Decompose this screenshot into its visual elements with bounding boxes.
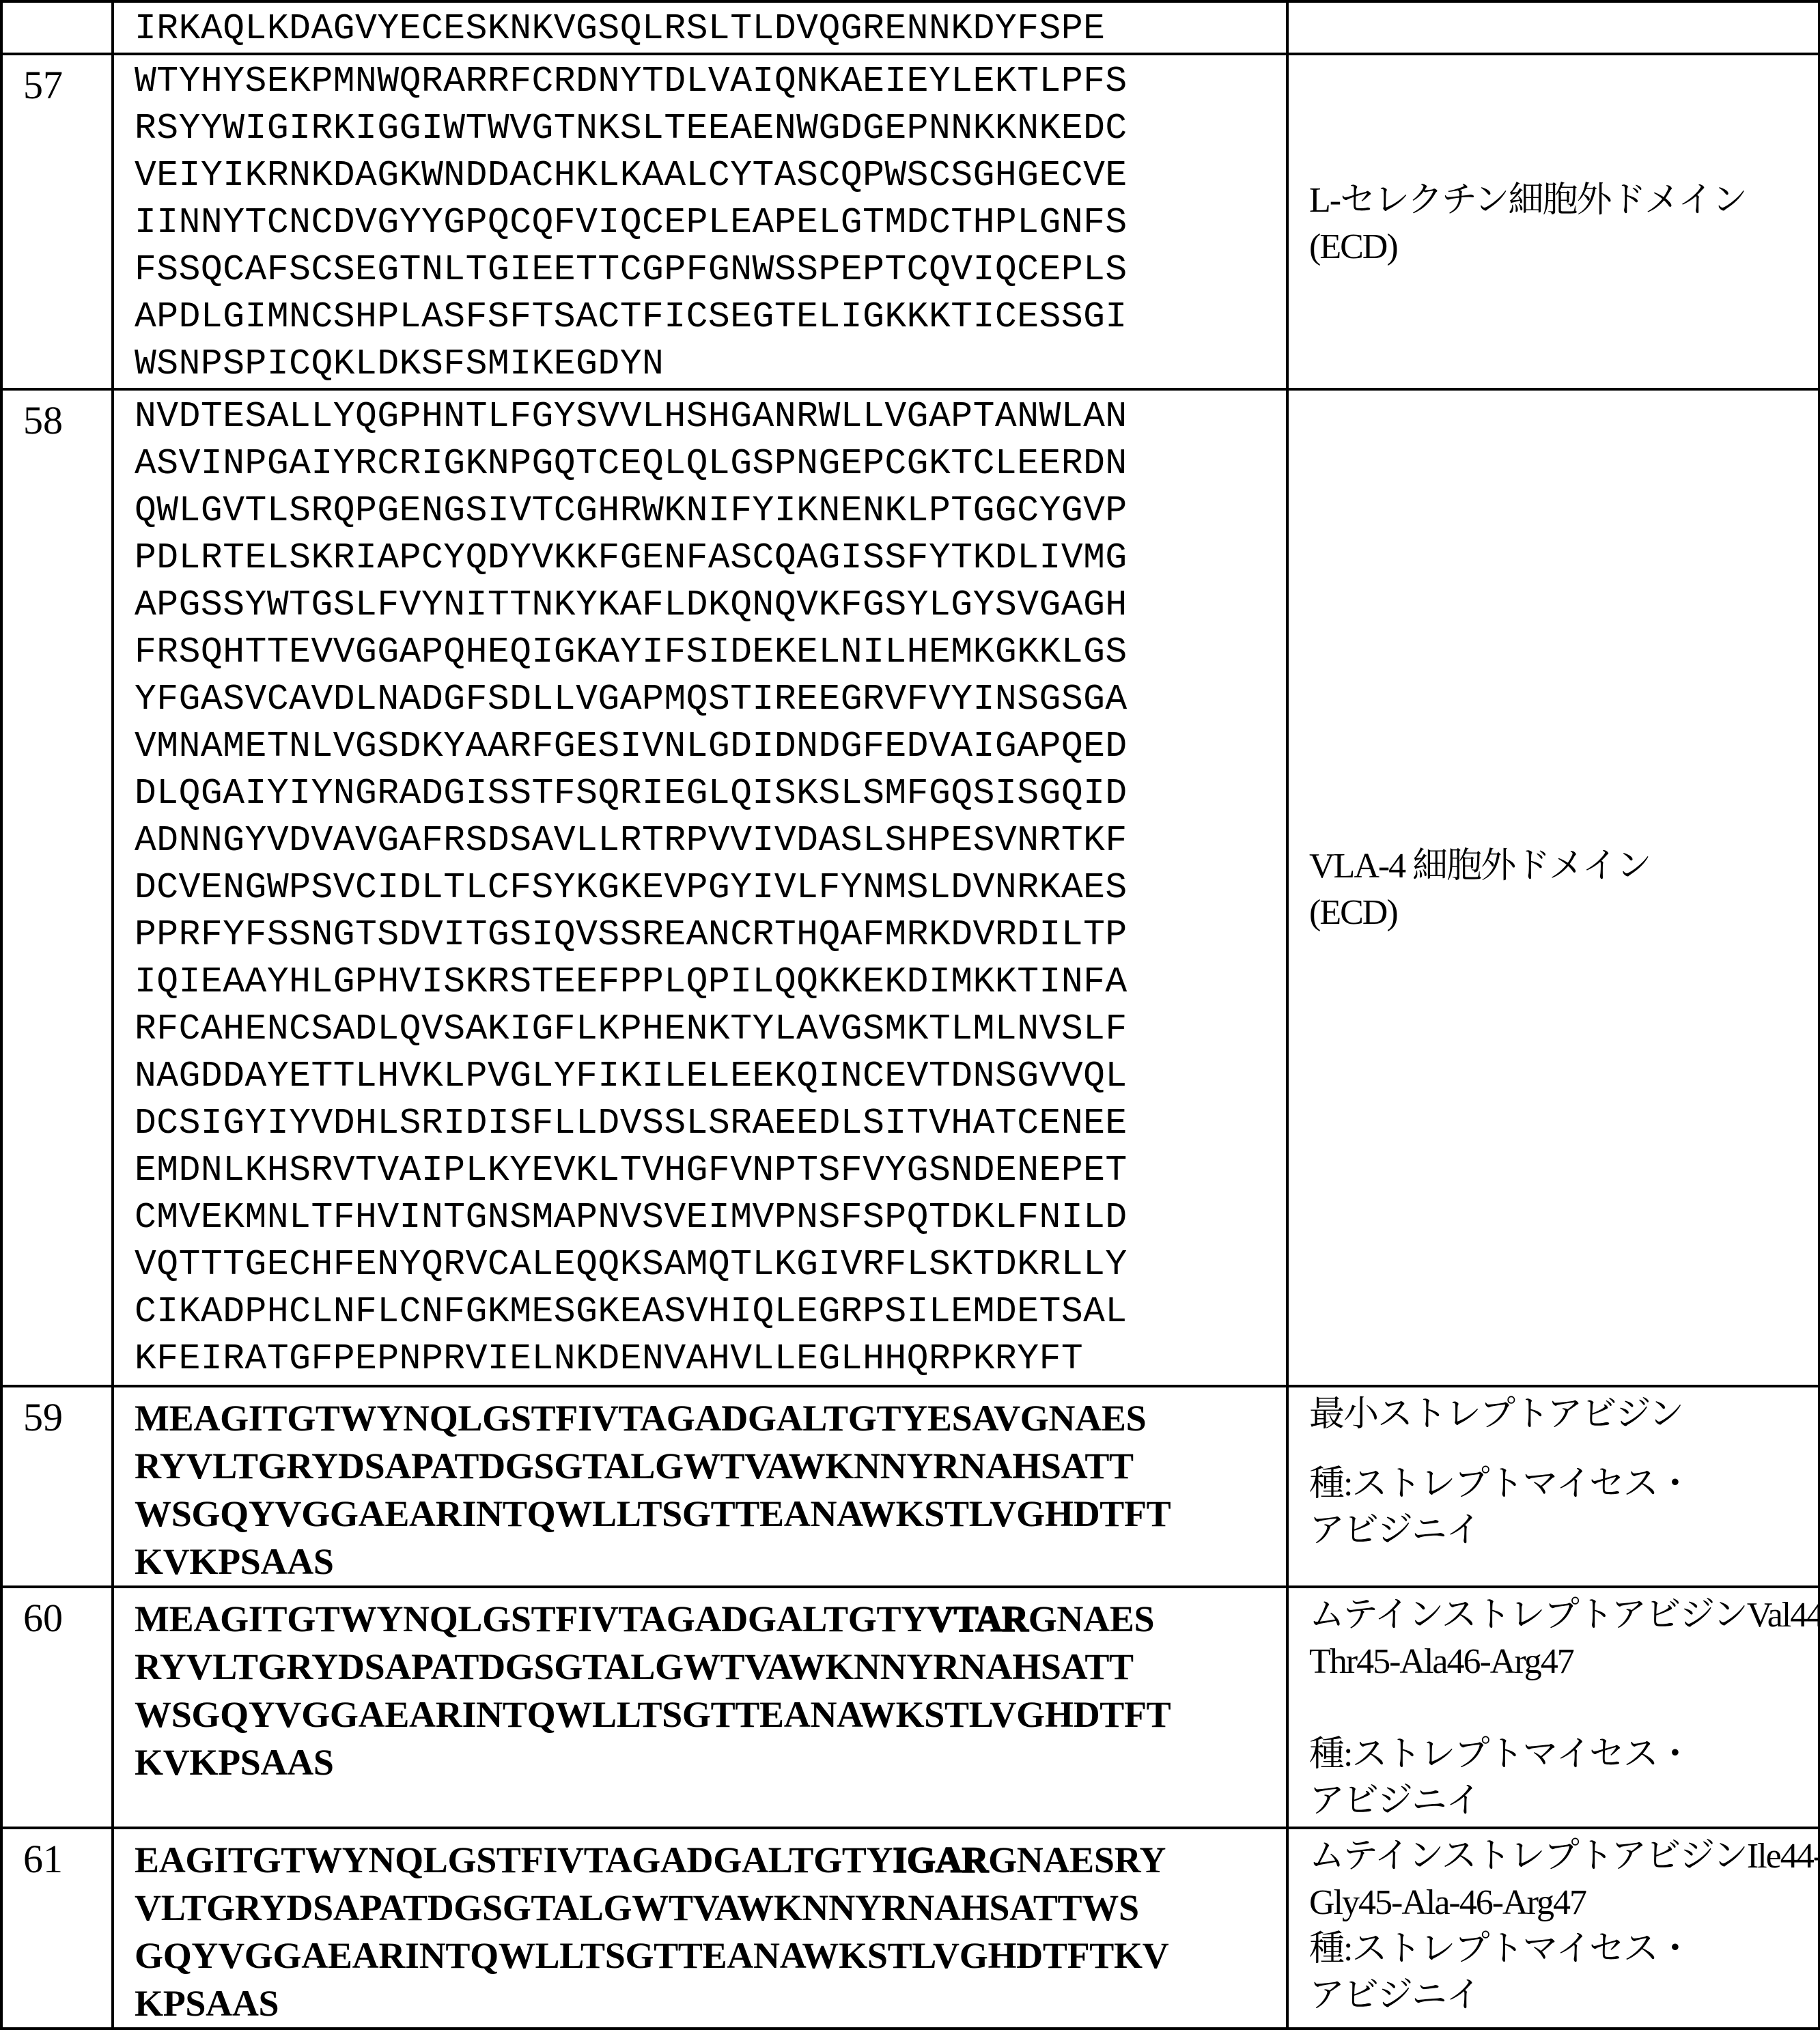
sequence-segment: PPRFYFSSNGTSDVITGSIQVSSREANCRTHQAFMRKDVRDILTP: [135, 914, 1128, 955]
table-row: [1, 1, 1819, 54]
sequence-segment: EMDNLKHSRVTVAIPLKYEVKLTVHGFVNPTSFVYGSNDENEPET: [135, 1150, 1128, 1191]
description-line: ムテインストレプトアビジンIle44-: [1309, 1833, 1818, 1880]
description-cell: [1287, 1, 1819, 54]
sequence-segment: QWLGVTLSRQPGENGSIVTCGHRWKNIFYIKNENKLPTGGCYGVP: [135, 490, 1128, 531]
sequence-segment: DCSIGYIYVDHLSRIDISFLLDVSSLSRAEEDLSITVHATCENEE: [135, 1103, 1128, 1144]
sequence-segment: NAGDDAYETTLHVKLPVGLYFIKILELEEKQINCEVTDNSGVVQL: [135, 1056, 1128, 1097]
sequence-line: [135, 246, 1286, 294]
sequence-segment: MEAGITGTWYNQLGSTFIVTAGADGALTGTYESAVGNAES: [135, 1398, 1146, 1439]
sequence-segment: APGSSYWTGSLFVYNITTNKYKAFLDKQNQVKFGSYLGYSVGAGH: [135, 584, 1128, 625]
description-cell: [1287, 1587, 1819, 1828]
sequence-line: [135, 1442, 1286, 1490]
sequence-segment: IINNYTCNCDVGYYGPQCQFVIQCEPLEAPELGTMDCTHPLGNFS: [135, 202, 1128, 243]
table-row: [1, 389, 1819, 1386]
sequence-segment: YFGASVCAVDLNADGFSDLLVGAPMQSTIREEGRVFVYINSGSGA: [135, 679, 1128, 720]
sequence-segment: WTYHYSEKPMNWQRARRFCRDNYTDLVAIQNKAEIEYLEKTLPFS: [135, 61, 1128, 102]
sequence-segment: NVDTESALLYQGPHNTLFGYSVVLHSHGANRWLLVGAPTANWLAN: [135, 396, 1128, 437]
sequence-segment: CIKADPHCLNFLCNFGKMESGKEASVHIQLEGRPSILEMDETSAL: [135, 1291, 1128, 1332]
sequence-line: [135, 1394, 1286, 1442]
sequence-line: [135, 199, 1286, 246]
table-row: [1, 1828, 1819, 2029]
sequence-segment: FRSQHTTEVVGGAPQHEQIGKAYIFSIDEKELNILHEMKGKKLGS: [135, 632, 1128, 673]
sequence-line: [135, 1538, 1286, 1585]
amino-acid-sequence: [135, 1390, 1286, 1585]
sequence-segment: RSYYWIGIRKIGGIWTWVGTNKSLTEEAENWGDGEPNNKKNKEDC: [135, 108, 1128, 149]
sequence-cell: [113, 1386, 1287, 1587]
sequence-line: [135, 864, 1286, 912]
sequence-segment: FSSQCAFSCSEGTNLTGIEETTCGPFGNWSSPEPTCQVIQCEPLS: [135, 249, 1128, 290]
sequence-segment: RFCAHENCSADLQVSAKIGFLKPHENKTYLAVGSMKTLMLNVSLF: [135, 1009, 1128, 1049]
sequence-segment: KFEIRATGFPEPNPRVIELNKDENVAHVLLEGLHHQRPKRYFT: [135, 1338, 1083, 1379]
amino-acid-sequence: [135, 1591, 1286, 1786]
sequence-segment: GNAES: [1028, 1598, 1155, 1639]
description-line: (ECD): [1309, 890, 1818, 936]
sequence-line: [135, 676, 1286, 723]
table-row: [1, 1587, 1819, 1828]
description-cell: [1287, 389, 1819, 1386]
sequence-line: [135, 1691, 1286, 1738]
sequence-line: [135, 1100, 1286, 1147]
sequence-segment: RYVLTGRYDSAPATDGSGTALGWTVAWKNNYRNAHSATT: [135, 1646, 1134, 1687]
sequence-cell: [113, 1587, 1287, 1828]
sequence-line: [135, 629, 1286, 676]
description-cell: [1287, 54, 1819, 389]
sequence-segment: ADNNGYVDVAVGAFRSDSAVLLRTRPVVIVDASLSHPESVNRTKF: [135, 820, 1128, 861]
sequence-segment: DLQGAIYIYNGRADGISSTFSQRIEGLQISKSLSMFGQSISGQID: [135, 773, 1128, 814]
sequence-line: [135, 488, 1286, 535]
amino-acid-sequence: [135, 5, 1286, 53]
sequence-segment: APDLGIMNCSHPLASFSFTSACTFICSEGTELIGKKKTICESSGI: [135, 296, 1128, 337]
sequence-line: [135, 105, 1286, 152]
sequence-segment: CMVEKMNLTFHVINTGNSMAPNVSVEIMVPNSFSPQTDKLFNILD: [135, 1197, 1128, 1238]
seq-id-number: 61: [1, 1828, 113, 2029]
description-line: アビジニイ: [1309, 1778, 1818, 1824]
sequence-segment: GQYVGGAEARINTQWLLTSGTTEANAWKSTLVGHDTFTKV: [135, 1935, 1168, 1976]
sequence-line: [135, 5, 1286, 53]
sequence-cell: [113, 389, 1287, 1386]
sequence-line: [135, 1490, 1286, 1538]
description-line: 種:ストレプトマイセス・: [1309, 1461, 1818, 1508]
description-line: (ECD): [1309, 224, 1818, 270]
description-line: Gly45-Ala-46-Arg47: [1309, 1880, 1818, 1926]
sequence-segment: KVKPSAAS: [135, 1742, 334, 1783]
sequence-line: [135, 1053, 1286, 1100]
sequence-segment: IQIEAAYHLGPHVISKRSTEEFPPLQPILQQKKEKDIMKKTINFA: [135, 961, 1128, 1002]
seq-id-number: 58: [1, 389, 113, 1386]
sequence-cell: [113, 1, 1287, 54]
description-line: ムテインストレプトアビジンVal44-: [1309, 1592, 1818, 1639]
sequence-line: [135, 535, 1286, 582]
sequence-line: [135, 1288, 1286, 1336]
sequence-line: [135, 58, 1286, 105]
description-line: 種:ストレプトマイセス・: [1309, 1926, 1818, 1973]
description-line: アビジニイ: [1309, 1973, 1818, 2019]
description-line: 最小ストレプトアビジン: [1309, 1392, 1818, 1438]
sequence-line: [135, 582, 1286, 629]
spacer: [1309, 1685, 1818, 1732]
sequence-line: [135, 152, 1286, 199]
sequence-line: [135, 1836, 1286, 1884]
sequence-line: [135, 1979, 1286, 2027]
sequence-line: [135, 912, 1286, 959]
sequence-segment: MEAGITGTWYNQLGSTFIVTAGADGALTGTY: [135, 1598, 927, 1639]
description-line: 種:ストレプトマイセス・: [1309, 1732, 1818, 1778]
amino-acid-sequence: [135, 1832, 1286, 2027]
sequence-segment: IRKAQLKDAGVYECESKNKVGSQLRSLTLDVQGRENNKDYFSPE: [135, 8, 1105, 49]
sequence-segment: ASVINPGAIYRCRIGKNPGQTCEQLQLGSPNGEPCGKTCLEERDN: [135, 443, 1128, 484]
sequence-line: [135, 1884, 1286, 1932]
mutation-residues: VTAR: [927, 1598, 1028, 1639]
sequence-segment: GNAESRY: [988, 1839, 1166, 1880]
spacer: [1309, 1438, 1818, 1461]
sequence-line: [135, 1336, 1286, 1383]
sequence-line: [135, 817, 1286, 864]
description-cell: [1287, 1386, 1819, 1587]
sequence-segment: VMNAMETNLVGSDKYAARFGESIVNLGDIDNDGFEDVAIGAPQED: [135, 726, 1128, 767]
seq-id-number: 60: [1, 1587, 113, 1828]
sequence-segment: WSNPSPICQKLDKSFSMIKEGDYN: [135, 343, 664, 384]
description-line: L-セレクチン細胞外ドメイン: [1309, 178, 1818, 224]
sequence-segment: WSGQYVGGAEARINTQWLLTSGTTEANAWKSTLVGHDTFT: [135, 1493, 1171, 1534]
sequence-line: [135, 959, 1286, 1006]
sequence-line: [135, 294, 1286, 341]
description-line: アビジニイ: [1309, 1508, 1818, 1554]
description-line: VLA-4 細胞外ドメイン: [1309, 843, 1818, 890]
sequence-line: [135, 1738, 1286, 1786]
sequence-segment: VQTTTGECHFENYQRVCALEQQKSAMQTLKGIVRFLSKTDKRLLY: [135, 1244, 1128, 1285]
amino-acid-sequence: [135, 393, 1286, 1383]
sequence-segment: RYVLTGRYDSAPATDGSGTALGWTVAWKNNYRNAHSATT: [135, 1446, 1134, 1486]
description-cell: [1287, 1828, 1819, 2029]
sequence-segment: DCVENGWPSVCIDLTLCFSYKGKEVPGYIVLFYNMSLDVNRKAES: [135, 867, 1128, 908]
sequence-segment: KVKPSAAS: [135, 1541, 334, 1582]
sequence-line: [135, 1194, 1286, 1241]
sequence-table-body: [1, 1, 1819, 2029]
sequence-line: [135, 1147, 1286, 1194]
table-row: [1, 1386, 1819, 1587]
sequence-segment: KPSAAS: [135, 1983, 279, 2024]
sequence-table: [0, 0, 1820, 2030]
sequence-line: [135, 723, 1286, 770]
sequence-segment: VEIYIKRNKDAGKWNDDACHKLKAALCYTASCQPWSCSGHGECVE: [135, 155, 1128, 196]
sequence-segment: WSGQYVGGAEARINTQWLLTSGTTEANAWKSTLVGHDTFT: [135, 1694, 1171, 1735]
seq-id-number: [1, 1, 113, 54]
description-line: Thr45-Ala46-Arg47: [1309, 1639, 1818, 1685]
seq-id-number: 59: [1, 1386, 113, 1587]
sequence-segment: VLTGRYDSAPATDGSGTALGWTVAWKNNYRNAHSATTWS: [135, 1887, 1139, 1928]
seq-id-number: 57: [1, 54, 113, 389]
sequence-line: [135, 770, 1286, 817]
sequence-line: [135, 1643, 1286, 1691]
sequence-cell: [113, 1828, 1287, 2029]
sequence-line: [135, 1932, 1286, 1979]
sequence-cell: [113, 54, 1287, 389]
sequence-line: [135, 1241, 1286, 1288]
table-row: [1, 54, 1819, 389]
sequence-segment: EAGITGTWYNQLGSTFIVTAGADGALTGTY: [135, 1839, 893, 1880]
sequence-line: [135, 1595, 1286, 1643]
sequence-line: [135, 440, 1286, 488]
sequence-line: [135, 393, 1286, 440]
sequence-segment: PDLRTELSKRIAPCYQDYVKKFGENFASCQAGISSFYTKDLIVMG: [135, 537, 1128, 578]
amino-acid-sequence: [135, 58, 1286, 388]
sequence-line: [135, 1006, 1286, 1053]
sequence-line: [135, 341, 1286, 388]
mutation-residues: IGAR: [893, 1839, 988, 1880]
